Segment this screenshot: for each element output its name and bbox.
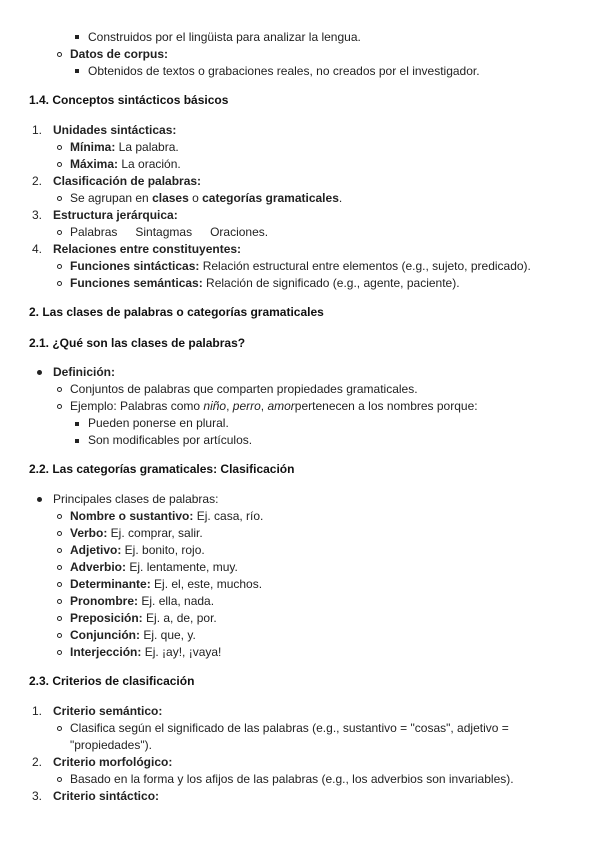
list-item-label: Relaciones entre constituyentes: (53, 242, 242, 256)
list-number: 3. (31, 208, 42, 222)
list-item (70, 628, 196, 643)
term-label: Nombre o sustantivo: (70, 509, 194, 523)
list-item: Basado en la forma y los afijos de las palabras (e.g., los adverbios son invariables). (70, 772, 514, 786)
circle-bullet-icon (57, 281, 62, 286)
term-text: Ej. ¡ay!, ¡vaya! (141, 645, 222, 659)
term-label: clases (152, 191, 189, 205)
circle-bullet-icon (57, 387, 62, 392)
section-heading: 2.1. ¿Qué son las clases de palabras? (29, 336, 246, 350)
square-bullet-icon (75, 35, 79, 39)
list-item-label: Datos de corpus: (70, 47, 169, 61)
square-bullet-icon (75, 439, 79, 443)
circle-bullet-icon (57, 162, 62, 167)
text-run: , (260, 399, 268, 413)
list-item (70, 276, 460, 291)
circle-bullet-icon (57, 531, 62, 536)
list-item: Pueden ponerse en plural. (88, 416, 229, 430)
circle-bullet-icon (57, 404, 62, 409)
term-label: Interjección: (70, 645, 142, 659)
term-text: Ej. comprar, salir. (107, 526, 203, 540)
circle-bullet-icon (57, 633, 62, 638)
term-text: Ej. a, de, por. (142, 611, 217, 625)
term-text: La oración. (118, 157, 181, 171)
circle-bullet-icon (57, 196, 62, 201)
term-label: Adjetivo: (70, 543, 122, 557)
list-item (70, 526, 203, 541)
term-label: Pronombre: (70, 594, 139, 608)
circle-bullet-icon (57, 650, 62, 655)
list-item (70, 140, 179, 155)
term-label: Funciones sintácticas: (70, 259, 200, 273)
term-text: Relación de significado (e.g., agente, paciente). (202, 276, 460, 290)
list-number: 3. (31, 789, 42, 803)
term-text: Ej. ella, nada. (138, 594, 215, 608)
term-label: Adverbio: (70, 560, 127, 574)
list-item: Obtenidos de textos o grabaciones reales, no creados por el investigador. (88, 64, 480, 78)
term-text: Ej. lentamente, muy. (126, 560, 238, 574)
disc-bullet-icon (37, 370, 42, 375)
term-label: categorías gramaticales (202, 191, 339, 205)
list-number: 2. (31, 174, 42, 188)
term-label: Conjunción: (70, 628, 140, 642)
list-item (70, 543, 205, 558)
circle-bullet-icon (57, 565, 62, 570)
term-label: Preposición: (70, 611, 143, 625)
term-text: Ej. que, y. (139, 628, 196, 642)
hierarchy-row (70, 225, 268, 240)
term-label: Determinante: (70, 577, 151, 591)
term-text: La palabra. (115, 140, 179, 154)
section-heading: 2.2. Las categorías gramaticales: Clasificación (29, 462, 295, 476)
term-label: Verbo: (70, 526, 108, 540)
disc-bullet-icon (37, 497, 42, 502)
list-item-label: Estructura jerárquica: (53, 208, 178, 222)
circle-bullet-icon (57, 548, 62, 553)
circle-bullet-icon (57, 616, 62, 621)
circle-bullet-icon (57, 145, 62, 150)
list-item: Son modificables por artículos. (88, 433, 253, 447)
term-label: Máxima: (70, 157, 119, 171)
hierarchy-level: Palabras (70, 225, 118, 239)
text-run: pertenecen a los nombres porque: (294, 399, 478, 413)
list-item: Principales clases de palabras: (53, 492, 219, 506)
list-item (70, 191, 342, 206)
circle-bullet-icon (57, 230, 62, 235)
circle-bullet-icon (57, 777, 62, 782)
example-word: niño (203, 399, 227, 413)
list-item (70, 611, 217, 626)
list-item-label: Unidades sintácticas: (53, 123, 177, 137)
term-label: Mínima: (70, 140, 116, 154)
list-number: 1. (31, 123, 42, 137)
list-item (70, 399, 478, 414)
list-item: Clasifica según el significado de las palabras (e.g., sustantivo = "cosas", adjetivo = (70, 721, 509, 735)
hierarchy-level: Sintagmas (135, 225, 193, 239)
term-label: Funciones semánticas: (70, 276, 203, 290)
term-text: Relación estructural entre elementos (e.g., sujeto, predicado). (199, 259, 531, 273)
list-number: 1. (31, 704, 42, 718)
circle-bullet-icon (57, 599, 62, 604)
list-item: Construidos por el lingüista para analizar la lengua. (88, 30, 361, 44)
hierarchy-level: Oraciones. (210, 225, 269, 239)
circle-bullet-icon (57, 582, 62, 587)
term-text: Ej. casa, río. (193, 509, 264, 523)
text-run: Ejemplo: Palabras como (70, 399, 204, 413)
list-item (70, 577, 262, 592)
section-heading: 2.3. Criterios de clasificación (29, 674, 195, 688)
section-heading: 2. Las clases de palabras o categorías gramaticales (29, 305, 324, 319)
list-item (70, 259, 531, 274)
circle-bullet-icon (57, 52, 62, 57)
square-bullet-icon (75, 422, 79, 426)
square-bullet-icon (75, 69, 79, 73)
list-item-label: Definición: (53, 365, 115, 379)
text-run: . (338, 191, 343, 205)
term-text: Ej. el, este, muchos. (150, 577, 263, 591)
example-word: perro (232, 399, 261, 413)
text-run: Se agrupan en (70, 191, 153, 205)
list-item (70, 509, 263, 524)
list-item (70, 560, 238, 575)
list-item-label: Criterio sintáctico: (53, 789, 160, 803)
list-number: 4. (31, 242, 42, 256)
text-run: , (226, 399, 233, 413)
list-number: 2. (31, 755, 42, 769)
list-item (70, 157, 181, 172)
example-word: amor (267, 399, 295, 413)
list-item-label: Criterio semántico: (53, 704, 163, 718)
list-item-label: Clasificación de palabras: (53, 174, 202, 188)
list-item-label: Criterio morfológico: (53, 755, 173, 769)
term-text: Ej. bonito, rojo. (121, 543, 205, 557)
list-item (70, 594, 214, 609)
list-item (70, 645, 221, 660)
section-heading: 1.4. Conceptos sintácticos básicos (29, 93, 229, 107)
list-item-continuation: "propiedades"). (70, 738, 152, 752)
text-run: o (188, 191, 203, 205)
circle-bullet-icon (57, 264, 62, 269)
circle-bullet-icon (57, 726, 62, 731)
list-item: Conjuntos de palabras que comparten propiedades gramaticales. (70, 382, 418, 396)
circle-bullet-icon (57, 514, 62, 519)
